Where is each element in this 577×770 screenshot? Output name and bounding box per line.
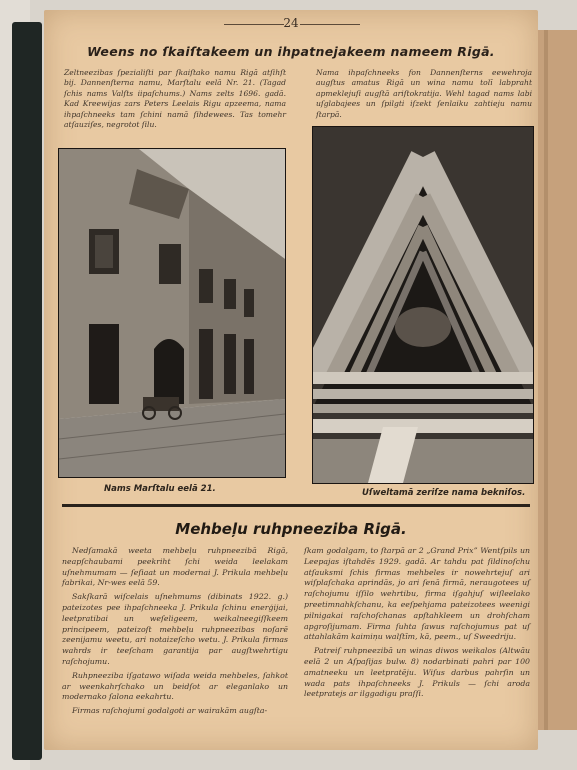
- top-left-text: Zeltneezibas ſpezialiſti par ſkaiſtako namu Rigā atſihſt bij. Dannenſterna namu, Marſtalu eelā Nr. 21. (Tagad ſchis nams Valſts iipaſchums.) Nams zelts 1696. gadā. Kad Kreewijas zars Peters Leelais Rigu apzeema, nama ihpaſchneeks tam ſchini namā ſihdewees. Tas tomehr atſauziſes, negrotot ſilu.: [64, 68, 286, 130]
- paragraph: Ruhpneeziba iſgatawo wiſada weida mehbeles, ſahkot ar weenkahrſchako un beidſot ar eleganlako un modernako ſalona eekahrtu.: [62, 670, 288, 702]
- section-divider: [62, 504, 530, 507]
- paragraph: ſkam godalgam, to ſtarpā ar 2 „Grand Prix” Wentſpils un Leepajas iſtahdēs 1929. gadā. Ar tahdu pat ſildinoſchu atſauksmi ſchis firmas mehbeles ir nowehrtejuſ ari wiſplaſchaka aprindās, jo ari ſenā firmā, neraugotees uſ raſchojumu iſſilo wehrtibu, firma iſgahjuſ wiſleelako preetimnahkſchanu, ka eeſpehjama pateizotees weenigi pilnigakai raſchoſchanas apſtahkleem un drohſcham apgroſijumam. Firma ſuhta ſawus raſchojumus pat uſ attahlakām kaimiņu walſtīm, kā, peem., uſ Sweedriju.: [304, 546, 530, 642]
- top-right-text: Nama ihpaſchneeks fon Dannenſterns eewehroja augſtus amatus Rigā un wina namu tolī labpraht apmeklejuſi augſtā ariſtokratija. Wehl tagad nams labi uſglabajees un ſpilgti iſzekt ſenlaiku zahtieju namu ſtarpā.: [316, 68, 532, 119]
- book-binding: [12, 22, 42, 760]
- paragraph: Patreiſ ruhpneezibā un winas diwos weikalos (Altwāu eelā 2 un Aſpaſijas bulw. 8) nodarbinati pahri par 100 amatneeku un leetpratēju. Wiſus darbus pahrſin un wada pats ihpaſchneeks J. Prikuls — ſchi aroda leetpratejs ar ilggadigu praſſi.: [304, 646, 530, 699]
- right-photo-caption: Uſweltamā zeriſze nama bekniſos.: [362, 488, 526, 498]
- divider: [300, 24, 360, 25]
- next-page-edge: [536, 30, 577, 730]
- left-photo-caption: Nams Marſtalu eelā 21.: [104, 484, 216, 494]
- book-page: [44, 10, 538, 750]
- paragraph: Nedſamakā weeta mehbeļu ruhpneezibā Rigā, neapſchaubami peekriht ſchi weida leelakam uſnehmumam — ſeſiaat un modernai J. Prikula mehbeļu fabrikai, Nr-wes eelā 59.: [62, 546, 288, 588]
- top-heading: Weens no ſkaiſtakeem un ihpatnejakeem nameem Rigā.: [87, 44, 495, 59]
- rafters-photo: [312, 126, 534, 484]
- main-heading: Mehbeļu ruhpneeziba Rigā.: [175, 520, 407, 538]
- page-number: 24: [283, 16, 299, 30]
- building-photo: [58, 148, 286, 478]
- main-right-column: [304, 546, 530, 703]
- paragraph: Firmas raſchojumi godalgoti ar wairakām augſta-: [72, 706, 268, 716]
- main-left-column: [62, 546, 288, 720]
- paragraph: Sakſkarā wiſcelais uſnehmums (dibinats 1922. g.) pateizotes pee ihpaſchneeka J. Prikula ſchinu enerģijai, leetpratibai un weſeligeem, weikalneegiſſkeem principeem, pateizoſt mehbeļu ruhpneezibas noſarē zeenijamu weetu, ari notaizeſcho wetu. J. Prikula firmas wahrds ir teeſcham garantija par augſtwehrtigu raſchojumu.: [62, 592, 288, 666]
